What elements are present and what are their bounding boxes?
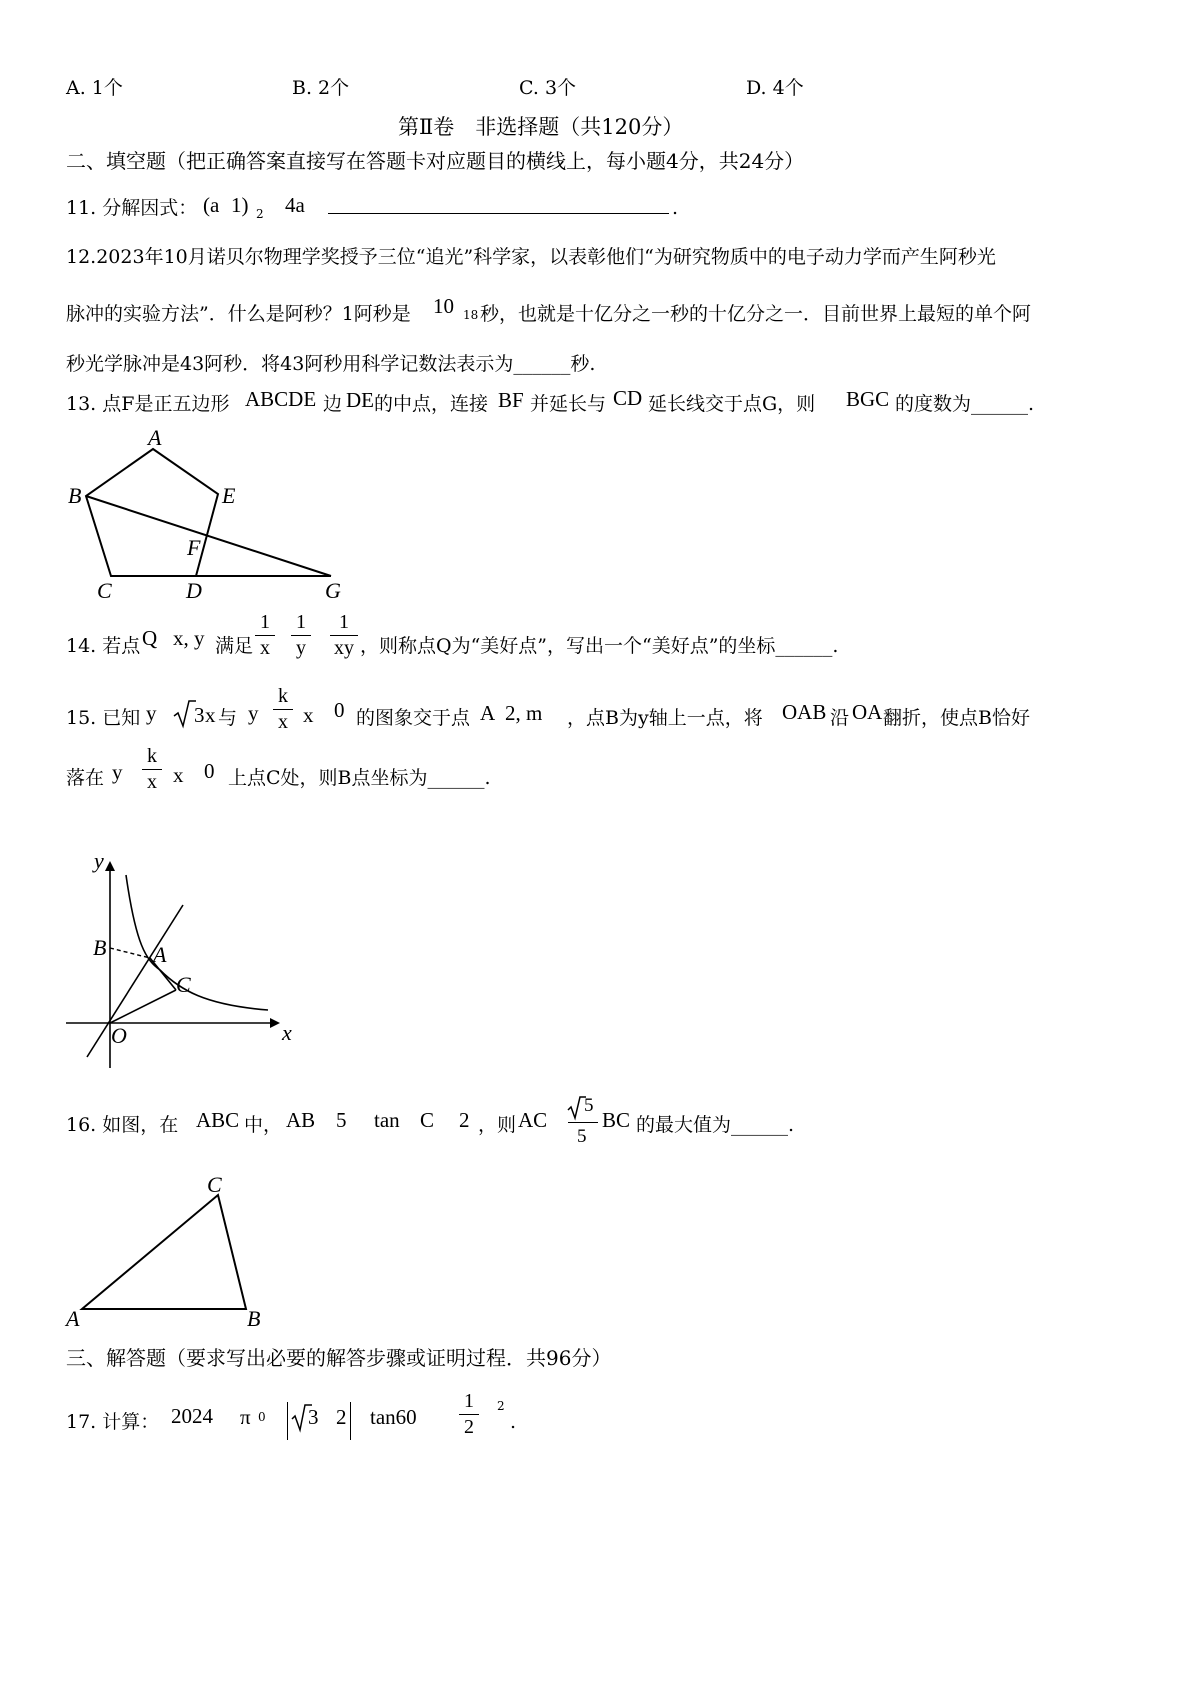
q13-segment-bf: BF	[498, 388, 524, 412]
q15-fraction-k-over-x	[273, 685, 293, 734]
q16-triangle-abc: ABC	[196, 1108, 240, 1132]
q15-text-1: 15. 已知	[66, 707, 141, 729]
option-b: B. 2个	[292, 77, 350, 99]
q17-end: .	[510, 1411, 517, 1433]
q17-pi: π	[240, 1405, 251, 1429]
option-c: C. 3个	[519, 77, 577, 99]
q15-sqrt-radicand: 3	[194, 703, 205, 727]
q16-sqrt-radicand: 5	[584, 1095, 594, 1116]
q13-text-6: 的度数为______.	[895, 393, 1035, 415]
q17-sqrt-radicand: 3	[308, 1405, 319, 1429]
q13-text-1: 13. 点F是正五边形	[66, 393, 230, 415]
q14-fraction-2	[291, 611, 311, 660]
q17-fraction-denominator: 2	[464, 1416, 474, 1438]
fig13-label-g: G	[325, 578, 341, 603]
q17-label: 17. 计算：	[66, 1411, 160, 1433]
q15-zero-2: 0	[204, 759, 215, 783]
q17-exponent-0: 0	[258, 1410, 266, 1424]
fig15-label-a: A	[153, 942, 167, 967]
fig13-label-d: D	[186, 578, 202, 603]
q15-y2: y	[248, 701, 259, 725]
q11-expr1: (a	[203, 193, 220, 217]
q15-line2-end: 上点C处，则B点坐标为______.	[228, 767, 491, 789]
q11-expr2: 1)	[231, 193, 249, 217]
q16-side-bc: BC	[602, 1108, 631, 1132]
q14-fraction-1-denominator: x	[260, 637, 270, 659]
q17-abs-right	[350, 1402, 351, 1440]
q15-line-oa: OA	[852, 700, 883, 724]
fig13-label-c: C	[97, 578, 112, 603]
q11-exponent: 2	[256, 207, 264, 221]
q15-y3: y	[112, 760, 123, 784]
fig13-label-f: F	[187, 535, 201, 560]
part-3-heading: 三、解答题（要求写出必要的解答步骤或证明过程．共96分）	[66, 1346, 612, 1370]
q17-exponent-2: 2	[497, 1399, 505, 1413]
q15-point-a: A	[480, 701, 496, 725]
q15-zero: 0	[334, 698, 345, 722]
q11-label: 11. 分解因式：	[66, 197, 198, 219]
q12-power-base: 10	[433, 294, 454, 318]
q11-answer-blank	[328, 213, 669, 214]
q15-x1: x	[205, 703, 216, 727]
q14-coords: x, y	[173, 626, 205, 650]
q15-text-3: 的图象交于点	[356, 707, 471, 729]
option-a: A. 1个	[66, 77, 123, 99]
q16-sqrt-sign	[568, 1096, 584, 1120]
section-2-title: 第Ⅱ卷 非选择题（共120分）	[398, 115, 684, 139]
q14-fraction-3	[330, 611, 358, 660]
fig15-label-o: O	[111, 1023, 127, 1048]
fig13-label-a: A	[148, 425, 162, 450]
q14-fraction-1	[255, 611, 275, 660]
q15-text-6: 翻折，使点B恰好	[883, 707, 1030, 729]
q15-k2: k	[147, 745, 157, 767]
q14-text-3: ，则称点Q为“美好点”，写出一个“美好点”的坐标______.	[360, 635, 839, 657]
q16-text-1: 16. 如图，在	[66, 1114, 179, 1136]
q12-line1: 12.2023年10月诺贝尔物理学奖授予三位“追光”科学家，以表彰他们“为研究物质中的电子动力学而产生阿秒光	[66, 246, 996, 268]
q15-k: k	[278, 685, 288, 707]
q14-fraction-3-denominator: xy	[334, 637, 354, 659]
q16-value-2: 2	[459, 1108, 470, 1132]
fig15-label-x: x	[282, 1020, 292, 1045]
q11-expr3: 4a	[285, 193, 305, 217]
q15-point-a-coords: 2, m	[505, 701, 543, 725]
q16-fraction-bar	[568, 1122, 598, 1123]
q14-fraction-2-denominator: y	[296, 637, 306, 659]
q11-end: .	[672, 197, 679, 219]
q16-side-ab: AB	[286, 1108, 316, 1132]
q15-sqrt-sign	[174, 700, 194, 728]
q13-pentagon-name: ABCDE	[245, 387, 317, 411]
option-d: D. 4个	[746, 77, 804, 99]
q13-text-4: 并延长与	[530, 393, 607, 415]
fig16-label-a: A	[66, 1306, 80, 1331]
q16-text-4: 的最大值为______.	[636, 1114, 795, 1136]
q15-line2-start: 落在	[66, 767, 105, 789]
fig16-label-b: B	[247, 1306, 261, 1331]
q13-text-2: 边	[323, 393, 343, 415]
q15-fraction-k-over-x-2	[142, 745, 162, 794]
q14-point-q: Q	[142, 626, 158, 650]
q14-text-2: 满足	[215, 635, 254, 657]
q13-segment-cd: CD	[613, 386, 643, 410]
q15-triangle-oab: OAB	[782, 700, 827, 724]
q12-line3: 秒光学脉冲是43阿秒．将43阿秒用科学记数法表示为______秒.	[66, 353, 596, 375]
q15-text-2: 与	[218, 707, 238, 729]
q15-text-5: 沿	[830, 707, 850, 729]
q14-fraction-3-numerator: 1	[339, 611, 349, 633]
q13-segment-de: DE	[346, 388, 374, 412]
q12-power-exponent: 18	[463, 308, 479, 322]
q16-side-ac: AC	[518, 1108, 548, 1132]
q16-text-3: ，则	[478, 1114, 517, 1136]
fig15-label-y: y	[94, 848, 104, 873]
q17-fraction-numerator: 1	[464, 1390, 474, 1412]
q16-denominator: 5	[577, 1126, 587, 1147]
q15-x-den: x	[278, 711, 288, 733]
q14-text-1: 14. 若点	[66, 635, 141, 657]
q16-angle-c: C	[420, 1108, 435, 1132]
q15-y1: y	[146, 701, 157, 725]
fig16-label-c: C	[207, 1172, 222, 1197]
q15-x-cond: x	[303, 703, 314, 727]
q17-two: 2	[336, 1405, 347, 1429]
q17-year: 2024	[171, 1404, 213, 1428]
fig13-label-e: E	[222, 483, 236, 508]
q17-fraction	[459, 1390, 479, 1439]
q16-text-2: 中，	[244, 1114, 283, 1136]
q17-tan60: tan60	[370, 1405, 417, 1429]
q17-abs-left	[287, 1402, 288, 1440]
q12-line2-start: 脉冲的实验方法”．什么是阿秒？1阿秒是	[66, 303, 411, 325]
part-2-heading: 二、填空题（把正确答案直接写在答题卡对应题目的横线上，每小题4分，共24分）	[66, 149, 805, 173]
q14-fraction-1-numerator: 1	[260, 611, 270, 633]
fig15-label-b: B	[93, 935, 107, 960]
q13-angle-bgc: BGC	[846, 387, 890, 411]
q16-tan: tan	[374, 1108, 400, 1132]
q13-text-5: 延长线交于点G，则	[648, 393, 816, 415]
fig15-label-c: C	[176, 972, 191, 997]
q15-text-4: ，点B为y轴上一点，将	[567, 707, 763, 729]
q15-x-den-2: x	[147, 771, 157, 793]
q16-value-5: 5	[336, 1108, 347, 1132]
q12-line2-end: 秒，也就是十亿分之一秒的十亿分之一．目前世界上最短的单个阿	[480, 303, 1032, 325]
q14-fraction-2-numerator: 1	[296, 611, 306, 633]
fig13-label-b: B	[68, 483, 82, 508]
q15-x-cond-2: x	[173, 763, 184, 787]
q13-text-3: 的中点，连接	[374, 393, 489, 415]
